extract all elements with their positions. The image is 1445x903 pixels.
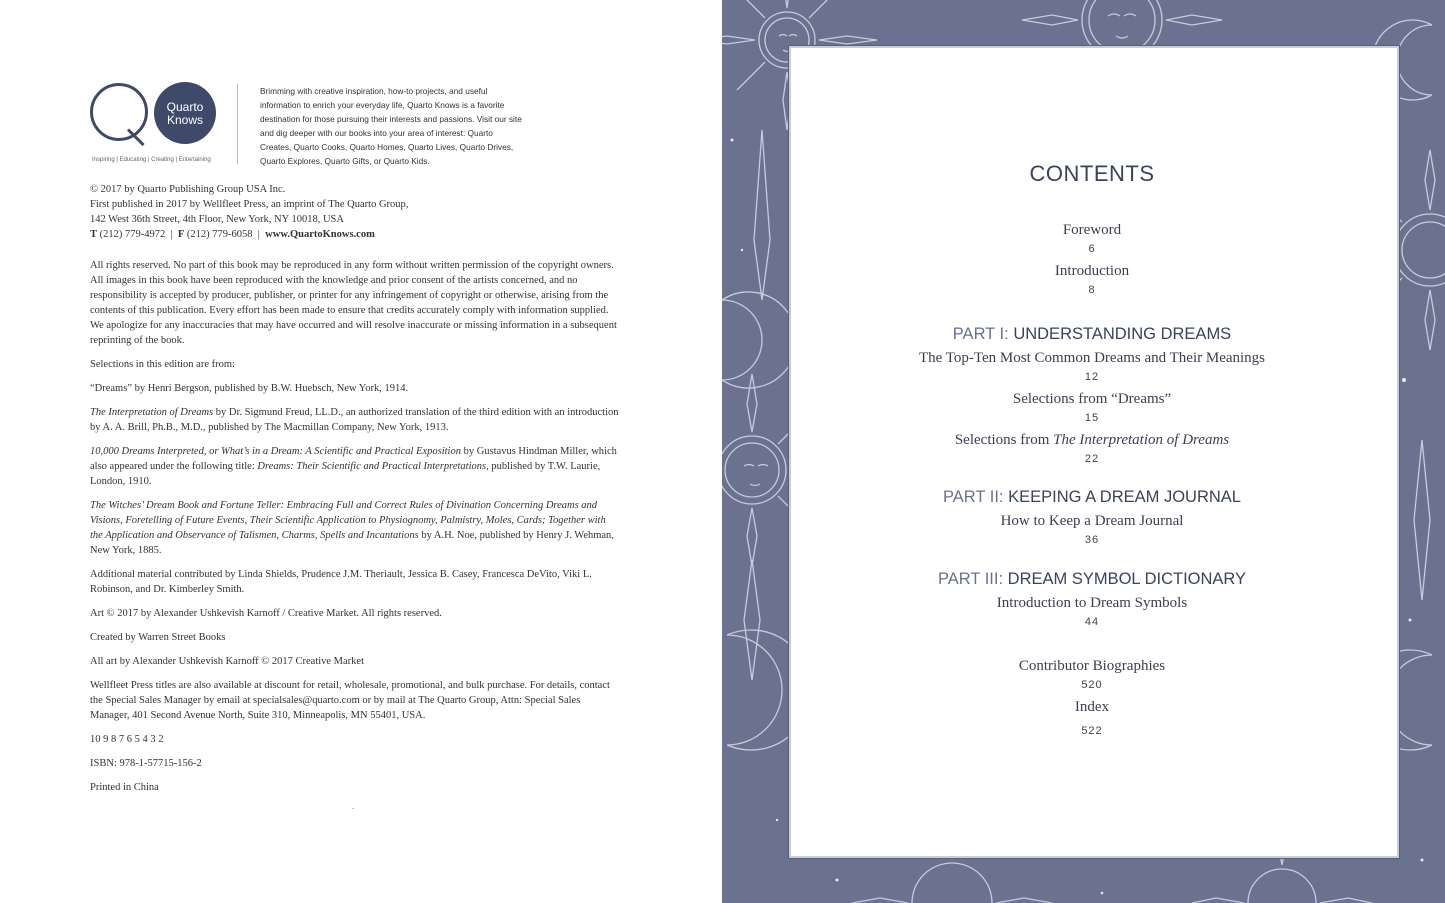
toc-page-number: 522 [1081, 725, 1103, 737]
website-link[interactable]: www.QuartoKnows.com [265, 229, 375, 240]
rights-paragraph: All rights reserved. No part of this book may be reproduced in any form without written permission of the copyright owners. All images in this book have been reproduced with the knowledge and prior consent of the artists concerned, and no responsibility is accepted by producer, publisher, or printer for any infringement of copyright or otherwise, arising from the contents of this publication. Every effort has been made to ensure that credits accurately comply with information supplied. We apologize for any inaccuracies that may have occurred and will resolve inaccurate or missing information in a subsequent reprinting of the book. [90, 260, 617, 346]
contents-title: CONTENTS [1029, 161, 1155, 186]
fax-number: (212) 779-6058 [186, 229, 253, 240]
additional-material: Additional material contributed by Linda Shields, Prudence J.M. Theriault, Jessica B. Casey, Francesca DeVito, Viki L. Robinson, and Dr. Kimberley Smith. [90, 569, 592, 595]
toc-index[interactable]: Index [1074, 699, 1110, 715]
created-by: Created by Warren Street Books [90, 632, 226, 643]
imprint-block [90, 182, 630, 242]
art-credit: Art © 2017 by Alexander Ushkevish Karnoff / Creative Market. All rights reserved. [90, 608, 442, 619]
star-ray [754, 130, 770, 300]
source-miller [90, 444, 620, 489]
first-published-line: First published in 2017 by Wellfleet Press, an imprint of The Quarto Group, [90, 199, 409, 210]
star-ray [744, 560, 760, 680]
fax-label: F [177, 229, 185, 240]
phone-number: (212) 779-4972 [99, 229, 166, 240]
toc-page-number: 22 [1084, 453, 1100, 465]
star-ray [1414, 440, 1430, 600]
part-label: PART II: [942, 488, 1009, 506]
part-title: DREAM SYMBOL DICTIONARY [1007, 570, 1247, 588]
toc-dream-symbols[interactable]: Introduction to Dream Symbols [996, 595, 1188, 611]
isbn: ISBN: 978-1-57715-156-2 [90, 758, 202, 769]
all-art-credit: All art by Alexander Ushkevish Karnoff © 2017 Creative Market [90, 656, 365, 667]
moon-icon [722, 292, 797, 388]
logo-circle-line1: Quarto [166, 100, 204, 114]
source-text: by Dr. Sigmund Freud, LL.D., an authorized translation of the third edition with an introduction by A. A. Brill, Ph.B., M.D., published by The Macmillan Company, New York, 1913. [90, 407, 619, 433]
toc-page-number: 12 [1084, 371, 1100, 383]
source-text: , published by T.W. Laurie, London, 1910. [90, 461, 601, 487]
source-title: The Witches’ Dream Book and Fortune Teller: Embracing Full and Correct Rules of Divination Concerning Dreams and Visions, Foretelling of Future Events, Their Scientific Application to Physiognomy, Palmistry, Moles, Cards; Together with the Application and Observance of Talismen, Charms, Spells and Incantations [90, 500, 606, 541]
toc-page-number: 6 [1088, 243, 1096, 255]
toc-top-ten-dreams[interactable]: The Top-Ten Most Common Dreams and Their Meanings [918, 350, 1266, 366]
source-text: by A.H. Noe, published by Henry J. Wehman, New York, 1885. [90, 530, 614, 556]
source-title: 10,000 Dreams Interpreted, or What’s in a Dream: A Scientific and Practical Exposition [90, 446, 461, 457]
selections-intro: Selections in this edition are from: [90, 359, 235, 370]
separator: | [170, 229, 173, 240]
separator: | [257, 229, 260, 240]
phone-label: T [90, 229, 98, 240]
logo-tagline: Inspiring | Educating | Creating | Entertaining [92, 157, 211, 163]
address-line: 142 West 36th Street, 4th Floor, New York, NY 10018, USA [90, 214, 344, 225]
logo-divider [237, 84, 238, 164]
printed-in: Printed in China [90, 782, 159, 793]
toc-page-number: 36 [1084, 534, 1100, 546]
part-label: PART I: [952, 325, 1014, 343]
source-title-alt: Dreams: Their Scientific and Practical Interpretations [257, 461, 487, 472]
logo-circle [154, 82, 216, 144]
toc-part-2[interactable] [791, 488, 1393, 507]
toc-part-1[interactable] [791, 325, 1393, 344]
quarto-knows-logo [90, 82, 220, 172]
legal-block [90, 258, 620, 804]
toc-page-number: 520 [1081, 679, 1103, 691]
entry-title: The Interpretation of Dreams [1053, 432, 1230, 448]
contact-line [90, 227, 630, 242]
copyright-line: © 2017 by Quarto Publishing Group USA Inc. [90, 184, 286, 195]
quarto-blurb: Brimming with creative inspiration, how-to projects, and useful information to enrich your everyday life, Quarto Knows is a favorite destination for those pursuing their interests and passions. Visit our site and dig deeper with our books into your area of interest: Quarto Creates, Quarto Cooks, Quarto Homes, Quarto Lives, Quarto Drives, Quarto Explores, Quarto Gifts, or Quarto Kids. [260, 86, 522, 166]
source-freud [90, 405, 620, 435]
toc-part-3[interactable] [791, 570, 1393, 589]
toc-page-number: 15 [1084, 412, 1100, 424]
toc-foreword[interactable]: Foreword [1062, 222, 1122, 238]
entry-prefix: Selections from [954, 432, 1054, 448]
printing-line: 10 9 8 7 6 5 4 3 2 [90, 734, 164, 745]
toc-selections-dreams[interactable]: Selections from “Dreams” [1012, 391, 1172, 407]
sales-info: Wellfleet Press titles are also available at discount for retail, wholesale, promotional, and bulk purchase. For details, contact the Special Sales Manager by email at specialsales@quarto.com or by mail at The Quarto Group, Attn: Special Sales Manager, 401 Second Avenue North, Suite 310, Minneapolis, MN 55401, USA. [90, 680, 610, 721]
source-bergson: “Dreams” by Henri Bergson, published by B.W. Huebsch, New York, 1914. [90, 383, 409, 394]
toc-page-number: 8 [1088, 284, 1096, 296]
part-title: KEEPING A DREAM JOURNAL [1008, 488, 1241, 506]
toc-contributor-biographies[interactable]: Contributor Biographies [1018, 658, 1166, 674]
toc-page-number: 44 [1084, 616, 1100, 628]
source-title: The Interpretation of Dreams [90, 407, 214, 418]
source-noe [90, 498, 620, 558]
toc-selections-interpretation[interactable] [791, 432, 1393, 449]
stray-dot: . [352, 802, 354, 811]
copyright-page [0, 0, 722, 903]
source-text: by Gustavus Hindman Miller, which also appeared under the following title: [90, 446, 617, 472]
part-label: PART III: [937, 570, 1008, 588]
part-title: UNDERSTANDING DREAMS [1013, 325, 1232, 343]
toc-dream-journal[interactable]: How to Keep a Dream Journal [1000, 513, 1184, 529]
logo-circle-line2: Knows [166, 113, 204, 127]
logo-q-ring [90, 83, 148, 141]
toc-introduction[interactable]: Introduction [1054, 263, 1130, 279]
